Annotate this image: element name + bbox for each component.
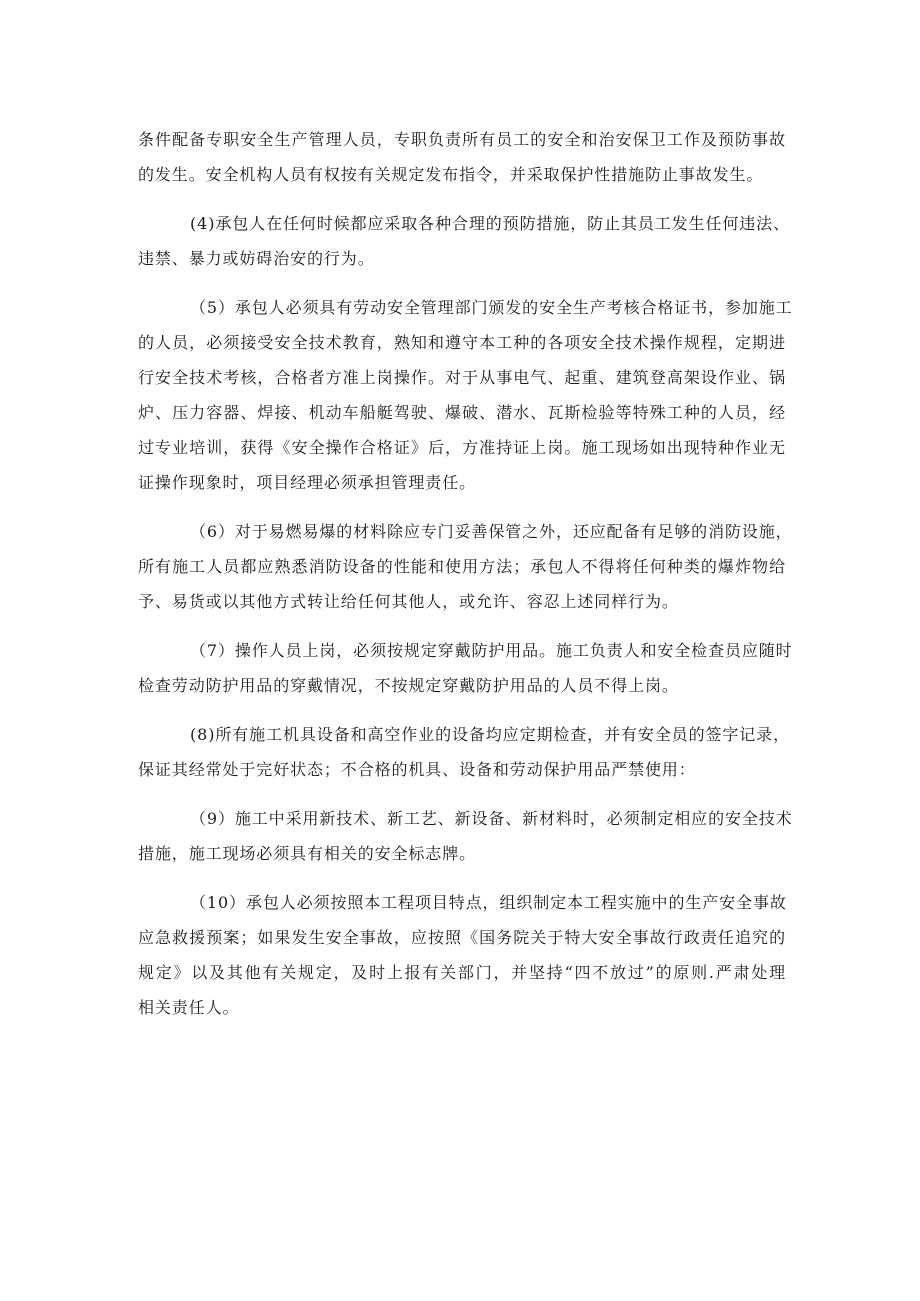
paragraph-line: （10）承包人必须按照本工程项目特点，组织制定本工程实施中的生产安全事故	[190, 893, 787, 912]
paragraph-p8	[138, 717, 790, 787]
paragraph-p6	[138, 514, 793, 619]
paragraph-line: 检查劳动防护用品的穿戴情况，不按规定穿戴防护用品的人员不得上岗。	[138, 676, 679, 695]
paragraph-line: （5）承包人必须具有劳动安全管理部门颁发的安全生产考核合格证书，参加施工	[190, 298, 793, 317]
paragraph-line: 条件配备专职安全生产管理人员，专职负责所有员工的安全和治安保卫工作及预防事故	[138, 130, 786, 149]
paragraph-line: (8)所有施工机具设备和高空作业的设备均应定期检查，并有安全员的签字记录，	[190, 725, 790, 744]
paragraph-p5	[138, 290, 793, 500]
paragraph-line: 应急救援预案；如果发生安全事故，应按照《国务院关于特大安全事故行政责任追究的	[138, 928, 786, 947]
paragraph-line: 措施，施工现场必须具有相关的安全标志牌。	[138, 844, 477, 863]
paragraph-line: 所有施工人员都应熟悉消防设备的性能和使用方法；承包人不得将任何种类的爆炸物给	[138, 557, 786, 576]
paragraph-p7	[138, 633, 793, 703]
paragraph-line: 证操作现象时，项目经理必须承担管理责任。	[138, 473, 477, 492]
paragraph-p10	[138, 885, 786, 1025]
paragraph-line: (4)承包人在任何时候都应采取各种合理的预防措施，防止其员工发生任何违法、	[190, 214, 790, 233]
paragraph-line: 予、易货或以其他方式转让给任何其他人，或允许、容忍上述同样行为。	[138, 592, 679, 611]
paragraph-line: 的人员，必须接受安全技术教育，熟知和遵守本工种的各项安全技术操作规程，定期进	[138, 333, 786, 352]
paragraph-line: （9）施工中采用新技术、新工艺、新设备、新材料时，必须制定相应的安全技术	[190, 809, 793, 828]
paragraph-p-cont	[138, 122, 786, 192]
paragraph-line: 违禁、暴力或妨碍治安的行为。	[138, 249, 375, 268]
paragraph-p9	[138, 801, 793, 871]
paragraph-line: 规定》以及其他有关规定，及时上报有关部门，并坚持“四不放过”的原则.严肃处理	[138, 963, 786, 982]
paragraph-line: 炉、压力容器、焊接、机动车船艇驾驶、爆破、潜水、瓦斯检验等特殊工种的人员，经	[138, 403, 786, 422]
paragraph-line: 的发生。安全机构人员有权按有关规定发布指令，并采取保护性措施防止事故发生。	[138, 165, 764, 184]
paragraph-line: 保证其经常处于完好状态；不合格的机具、设备和劳动保护用品严禁使用：	[138, 760, 696, 779]
paragraph-line: （7）操作人员上岗，必须按规定穿戴防护用品。施工负责人和安全检查员应随时	[190, 641, 793, 660]
paragraph-p4	[138, 206, 790, 276]
paragraph-line: （6）对于易燃易爆的材料除应专门妥善保管之外，还应配备有足够的消防设施，	[190, 522, 793, 541]
document-body	[138, 122, 793, 1025]
paragraph-line: 过专业培训，获得《安全操作合格证》后，方准持证上岗。施工现场如出现特种作业无	[138, 438, 786, 457]
paragraph-line: 相关责任人。	[138, 998, 240, 1017]
paragraph-line: 行安全技术考核，合格者方准上岗操作。对于从事电气、起重、建筑登高架设作业、锅	[138, 368, 786, 387]
